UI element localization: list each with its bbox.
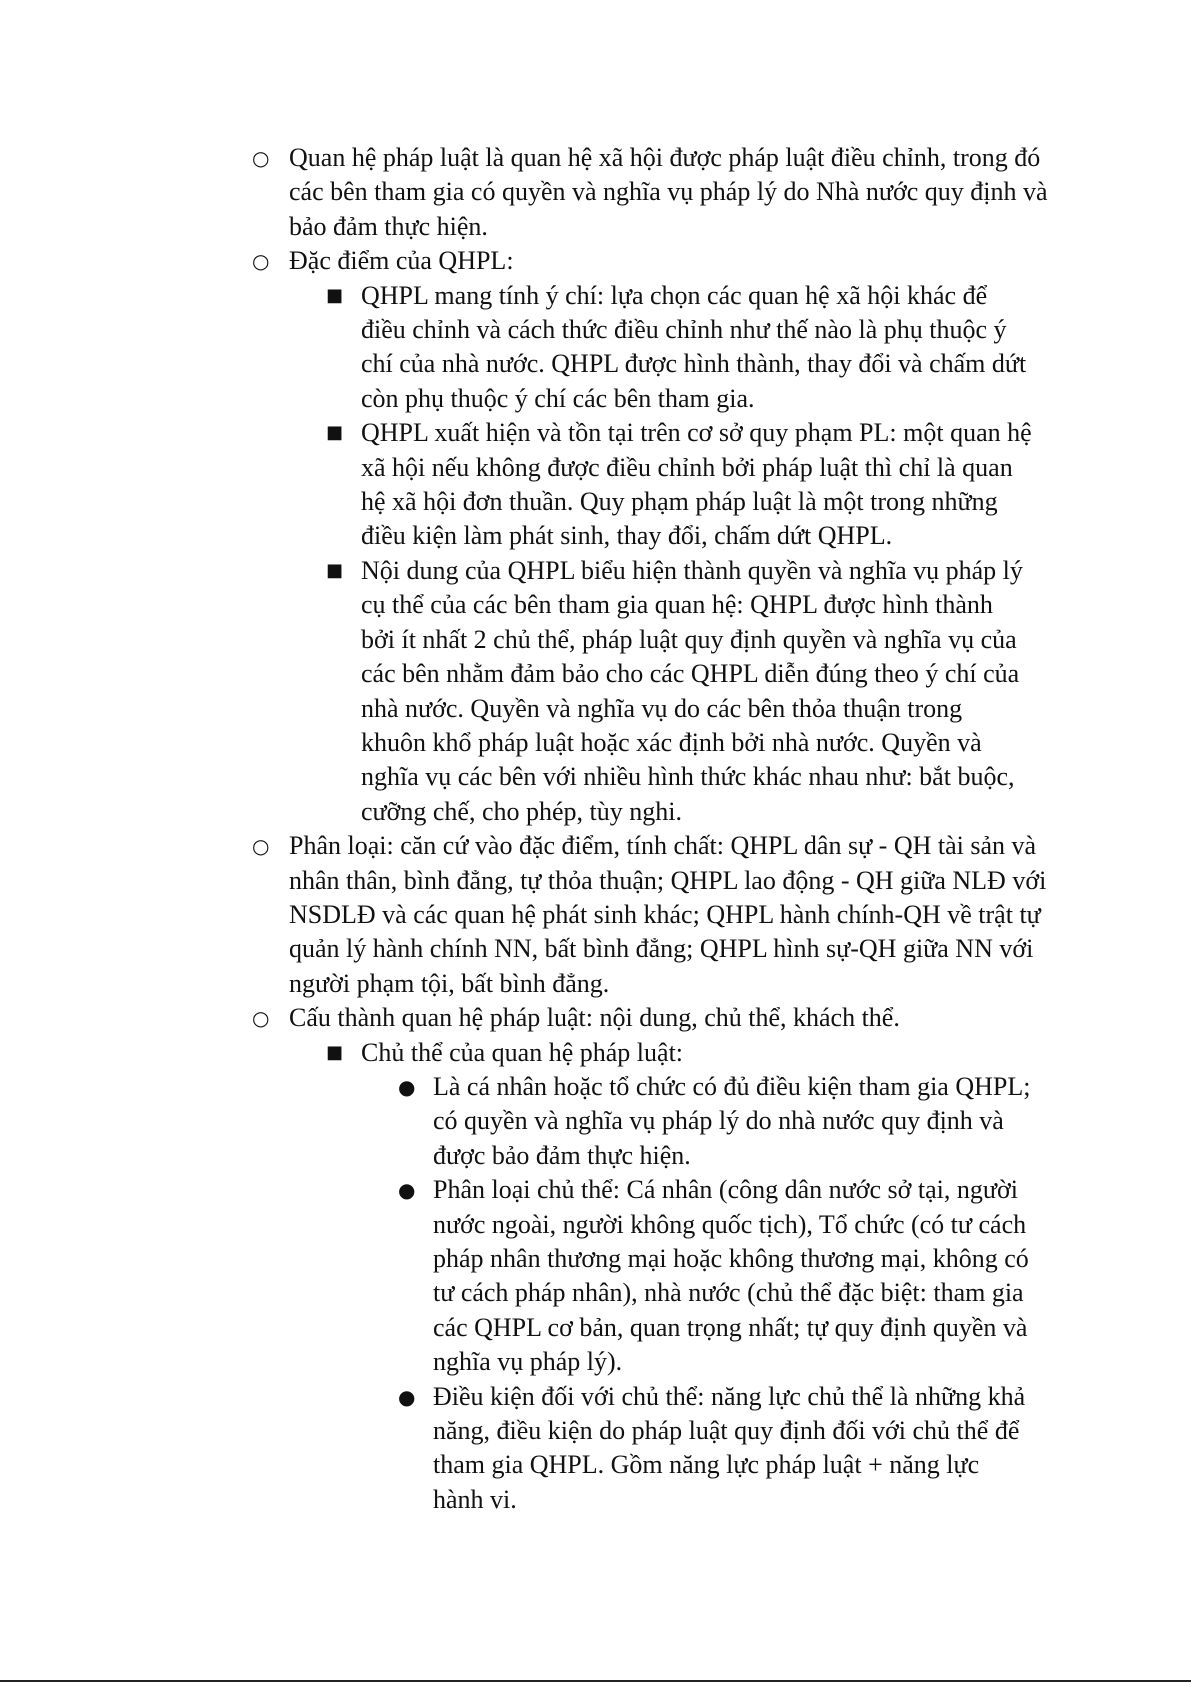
list-item xyxy=(324,554,1033,829)
circle-bullet-icon: ○ xyxy=(252,834,270,859)
circle-bullet-icon: ○ xyxy=(252,1006,270,1031)
square-bullet-icon: ■ xyxy=(326,422,344,444)
list-item-text: QHPL xuất hiện và tồn tại trên cơ sở quy phạm PL: một quan hệ xã hội nếu không được điều chỉnh bởi pháp luật thì chỉ là quan hệ xã hội đơn thuần. Quy phạm pháp luật là một trong những điều kiện làm phát sinh, thay đổi, chấm dứt QHPL. xyxy=(361,418,1032,551)
list-item xyxy=(396,1380,1033,1518)
dot-bullet-icon: ● xyxy=(398,1074,416,1099)
list-item-text: Chủ thể của quan hệ pháp luật: xyxy=(361,1037,684,1067)
dot-bullet-icon: ● xyxy=(398,1178,416,1203)
square-bullet-icon: ■ xyxy=(326,1041,344,1063)
dot-bullet-icon: ● xyxy=(398,1384,416,1409)
page-bottom-divider xyxy=(0,1680,1191,1682)
list-item-text: Quan hệ pháp luật là quan hệ xã hội được pháp luật điều chỉnh, trong đó các bên tham gia có quyền và nghĩa vụ pháp lý do Nhà nước quy định và bảo đảm thực hiện. xyxy=(289,143,1048,241)
document-content xyxy=(252,141,1052,1517)
list-item xyxy=(252,141,1052,244)
list-item-text: Nội dung của QHPL biểu hiện thành quyền và nghĩa vụ pháp lý cụ thể của các bên tham gia quan hệ: QHPL được hình thành bởi ít nhất 2 chủ thể, pháp luật quy định quyền và nghĩa vụ của các bên nhằm đảm bảo cho các QHPL diễn đúng theo ý chí của nhà nước. Quyền và nghĩa vụ do các bên thỏa thuận trong khuôn khổ pháp luật hoặc xác định bởi nhà nước. Quyền và nghĩa vụ các bên với nhiều hình thức khác nhau như: bắt buộc, cưỡng chế, cho phép, tùy nghi. xyxy=(361,555,1023,826)
list-item xyxy=(396,1173,1033,1379)
list-item xyxy=(252,1001,1052,1035)
list-item-text: QHPL mang tính ý chí: lựa chọn các quan hệ xã hội khác để điều chỉnh và cách thức điều chỉnh như thế nào là phụ thuộc ý chí của nhà nước. QHPL được hình thành, thay đổi và chấm dứt còn phụ thuộc ý chí các bên tham gia. xyxy=(361,280,1027,413)
square-bullet-icon: ■ xyxy=(326,284,344,306)
list-item xyxy=(324,1036,1033,1070)
list-item-text: Phân loại chủ thể: Cá nhân (công dân nước sở tại, người nước ngoài, người không quốc tịch), Tổ chức (có tư cách pháp nhân thương mại hoặc không thương mại, không có tư cách pháp nhân), nhà nước (chủ thể đặc biệt: tham gia các QHPL cơ bản, quan trọng nhất; tự quy định quyền và nghĩa vụ pháp lý). xyxy=(433,1175,1029,1377)
list-item-text: Đặc điểm của QHPL: xyxy=(289,246,514,276)
circle-bullet-icon: ○ xyxy=(252,146,270,170)
list-item xyxy=(252,244,1052,278)
list-item xyxy=(252,829,1052,1001)
list-item-text: Là cá nhân hoặc tổ chức có đủ điều kiện tham gia QHPL; có quyền và nghĩa vụ pháp lý do nhà nước quy định và được bảo đảm thực hiện. xyxy=(433,1071,1031,1170)
circle-bullet-icon: ○ xyxy=(252,249,270,274)
list-item xyxy=(324,416,1033,554)
square-bullet-icon: ■ xyxy=(326,559,344,581)
list-item-text: Cấu thành quan hệ pháp luật: nội dung, chủ thể, khách thể. xyxy=(289,1003,900,1033)
list-item-text: Phân loại: căn cứ vào đặc điểm, tính chất: QHPL dân sự - QH tài sản và nhân thân, bình đẳng, tự thỏa thuận; QHPL lao động - QH giữa NLĐ với NSDLĐ và các quan hệ phát sinh khác; QHPL hành chính-QH về trật tự quản lý hành chính NN, bất bình đẳng; QHPL hình sự-QH giữa NN với người phạm tội, bất bình đẳng. xyxy=(289,831,1047,998)
list-item xyxy=(324,279,1033,417)
list-item-text: Điều kiện đối với chủ thể: năng lực chủ thể là những khả năng, điều kiện do pháp luật quy định đối với chủ thể để tham gia QHPL. Gồm năng lực pháp luật + năng lực hành vi. xyxy=(433,1381,1026,1514)
list-item xyxy=(396,1070,1033,1173)
